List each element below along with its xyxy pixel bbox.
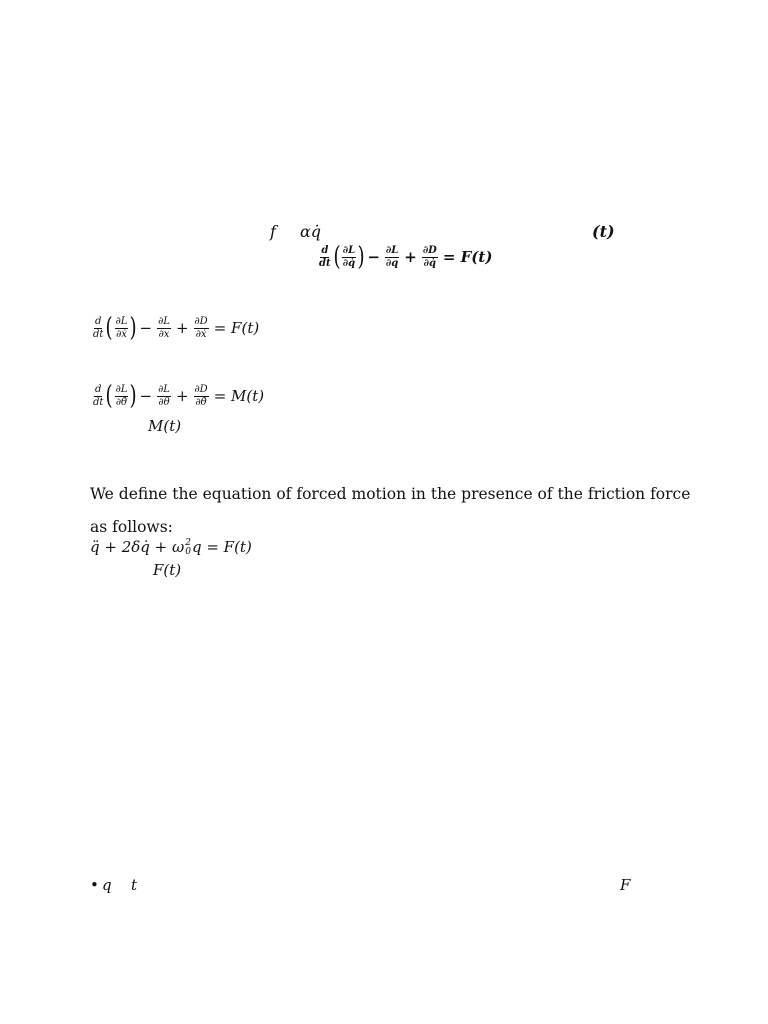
frac-den: ∂θ̇ xyxy=(115,396,128,408)
frac-dl-dq xyxy=(385,246,399,269)
top-fragment-f: f xyxy=(270,222,276,241)
equation-theta xyxy=(90,383,264,409)
minus-sign: − xyxy=(139,387,153,405)
frac-d-dt xyxy=(318,246,332,269)
plus-sign: + xyxy=(404,248,417,266)
omega-scripts xyxy=(185,539,191,557)
right-paren: ) xyxy=(129,381,138,411)
forced-motion-equation xyxy=(90,538,252,557)
frac-num: ∂D xyxy=(194,383,208,395)
forced-motion-below-label: F(t) xyxy=(153,561,182,579)
forced-motion-line2: as follows: xyxy=(90,518,173,536)
frac-num: d xyxy=(95,383,102,395)
eq-lhs: q̈ + 2δq̇ + ω xyxy=(90,538,185,556)
top-fragment-alpha-qdot: αq̇ xyxy=(300,222,322,241)
equation-rhs: = F(t) xyxy=(442,248,493,266)
frac-num: ∂D xyxy=(194,315,208,327)
frac-num: d xyxy=(95,315,102,327)
frac-num: ∂L xyxy=(385,244,399,256)
frac-den: ∂θ xyxy=(158,396,170,408)
frac-den: dt xyxy=(319,257,331,269)
frac-dl-dx xyxy=(157,317,171,340)
frac-dl-dthetadot xyxy=(115,385,129,408)
frac-den: ∂q̇ xyxy=(342,257,356,269)
frac-num: d xyxy=(321,244,329,256)
left-paren: ( xyxy=(105,381,114,411)
frac-num: ∂L xyxy=(115,383,128,395)
frac-dd-dqdot xyxy=(422,246,438,269)
equation-rhs: = M(t) xyxy=(213,387,265,405)
right-paren: ) xyxy=(357,242,365,272)
right-paren: ) xyxy=(129,313,138,343)
bullet-t: t xyxy=(131,876,138,894)
bullet-F: F xyxy=(620,876,631,894)
frac-num: ∂L xyxy=(342,244,356,256)
theta-below-label: M(t) xyxy=(148,417,182,435)
frac-d-dt xyxy=(92,385,104,408)
top-fragment-t: (t) xyxy=(592,222,615,241)
plus-sign: + xyxy=(175,319,189,337)
frac-den: dt xyxy=(93,396,104,408)
frac-den: ∂x xyxy=(158,328,170,340)
frac-den: ∂q̇ xyxy=(423,257,437,269)
bullet-glyph: • xyxy=(90,876,99,894)
frac-dl-dxdot xyxy=(115,317,129,340)
equation-x xyxy=(90,315,259,341)
minus-sign: − xyxy=(139,319,153,337)
frac-dd-dthetadot xyxy=(194,385,209,408)
forced-motion-line1: We define the equation of forced motion in the presence of the friction force xyxy=(90,485,691,503)
frac-d-dt xyxy=(92,317,104,340)
frac-den: ∂θ̇ xyxy=(195,396,207,408)
frac-den: ∂ẋ xyxy=(116,328,127,340)
frac-dd-dxdot xyxy=(194,317,209,340)
plus-sign: + xyxy=(175,387,189,405)
frac-dl-dtheta xyxy=(157,385,171,408)
equation-rhs: = F(t) xyxy=(213,319,260,337)
frac-num: ∂L xyxy=(115,315,128,327)
left-paren: ( xyxy=(333,242,341,272)
eq-rest: q = F(t) xyxy=(191,538,252,556)
frac-den: ∂q xyxy=(385,257,399,269)
omega-sub: 0 xyxy=(185,547,191,557)
frac-num: ∂L xyxy=(158,383,170,395)
frac-num: ∂D xyxy=(422,244,437,256)
equation-general xyxy=(316,244,492,270)
frac-dl-dqdot xyxy=(342,246,356,269)
frac-den: ∂ẋ xyxy=(195,328,207,340)
minus-sign: − xyxy=(367,248,380,266)
omega-sup: 2 xyxy=(185,538,191,548)
frac-num: ∂L xyxy=(158,315,170,327)
bullet-q: q xyxy=(102,876,112,894)
left-paren: ( xyxy=(105,313,114,343)
frac-den: dt xyxy=(93,328,104,340)
